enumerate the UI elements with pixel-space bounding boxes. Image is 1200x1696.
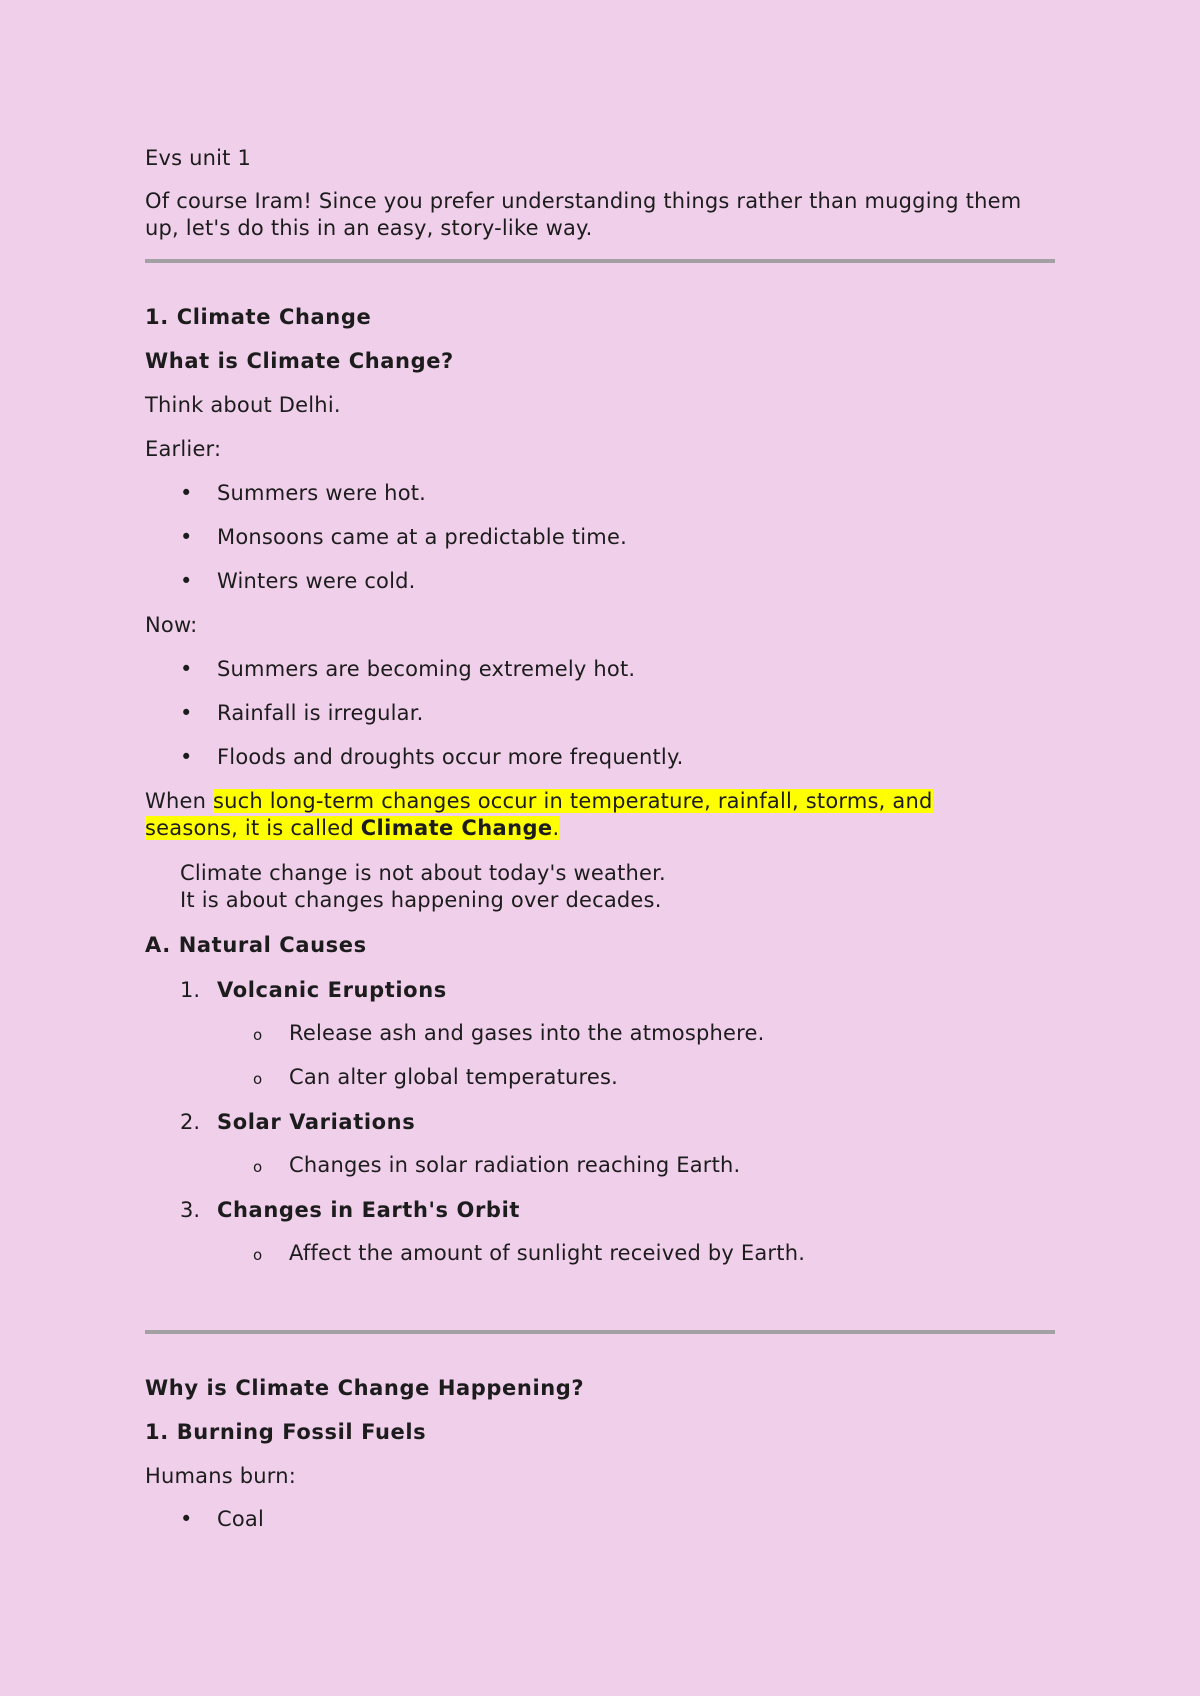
- list-number: 2.: [180, 1110, 201, 1134]
- sub-list-item: Changes in solar radiation reaching Earth.: [289, 1153, 741, 1177]
- bullet-icon: •: [180, 1507, 193, 1531]
- list-item: Floods and droughts occur more frequently.: [217, 745, 684, 769]
- bullet-icon: •: [180, 701, 193, 725]
- list-label: Earlier:: [145, 437, 222, 461]
- intro-line-2: up, let's do this in an easy, story-like way.: [145, 216, 593, 240]
- highlighted-text: seasons, it is called: [145, 816, 361, 840]
- list-item: Summers were hot.: [217, 481, 427, 505]
- bullet-icon: •: [180, 657, 193, 681]
- highlighted-text: such long-term changes occur in temperature, rainfall, storms, and: [212, 789, 933, 813]
- cause-title: Changes in Earth's Orbit: [217, 1198, 521, 1222]
- cause-title: Volcanic Eruptions: [217, 978, 447, 1002]
- sub-bullet-icon: o: [253, 1158, 263, 1176]
- definition-line-1: [145, 788, 933, 815]
- subheading: A. Natural Causes: [145, 933, 367, 957]
- note-line-1: Climate change is not about today's weather.: [180, 861, 666, 885]
- list-item: Monsoons came at a predictable time.: [217, 525, 627, 549]
- cause-title: Solar Variations: [217, 1110, 416, 1134]
- subheading: What is Climate Change?: [145, 349, 454, 373]
- paragraph: Think about Delhi.: [145, 393, 341, 417]
- bullet-icon: •: [180, 525, 193, 549]
- sub-list-item: Can alter global temperatures.: [289, 1065, 619, 1089]
- highlighted-term: Climate Change: [360, 816, 553, 840]
- horizontal-rule: [145, 259, 1055, 263]
- section-heading: Why is Climate Change Happening?: [145, 1376, 585, 1400]
- list-item: Winters were cold.: [217, 569, 416, 593]
- sub-bullet-icon: o: [253, 1070, 263, 1088]
- note-line-2: It is about changes happening over decades.: [180, 888, 662, 912]
- sub-list-item: Release ash and gases into the atmosphere.: [289, 1021, 765, 1045]
- doc-title: Evs unit 1: [145, 146, 252, 170]
- bullet-icon: •: [180, 745, 193, 769]
- list-number: 3.: [180, 1198, 201, 1222]
- subheading: 1. Burning Fossil Fuels: [145, 1420, 427, 1444]
- bullet-icon: •: [180, 569, 193, 593]
- definition-prefix: When: [145, 789, 213, 813]
- list-item: Rainfall is irregular.: [217, 701, 424, 725]
- definition-line-2: [145, 815, 559, 842]
- list-label: Now:: [145, 613, 198, 637]
- intro-line-1: Of course Iram! Since you prefer understanding things rather than mugging them: [145, 189, 1022, 213]
- paragraph: Humans burn:: [145, 1464, 297, 1488]
- sub-list-item: Affect the amount of sunlight received by Earth.: [289, 1241, 806, 1265]
- sub-bullet-icon: o: [253, 1246, 263, 1264]
- highlighted-text: .: [552, 816, 560, 840]
- bullet-icon: •: [180, 481, 193, 505]
- sub-bullet-icon: o: [253, 1026, 263, 1044]
- list-number: 1.: [180, 978, 201, 1002]
- section-heading: 1. Climate Change: [145, 305, 372, 329]
- list-item: Summers are becoming extremely hot.: [217, 657, 636, 681]
- horizontal-rule: [145, 1330, 1055, 1334]
- list-item: Coal: [217, 1507, 265, 1531]
